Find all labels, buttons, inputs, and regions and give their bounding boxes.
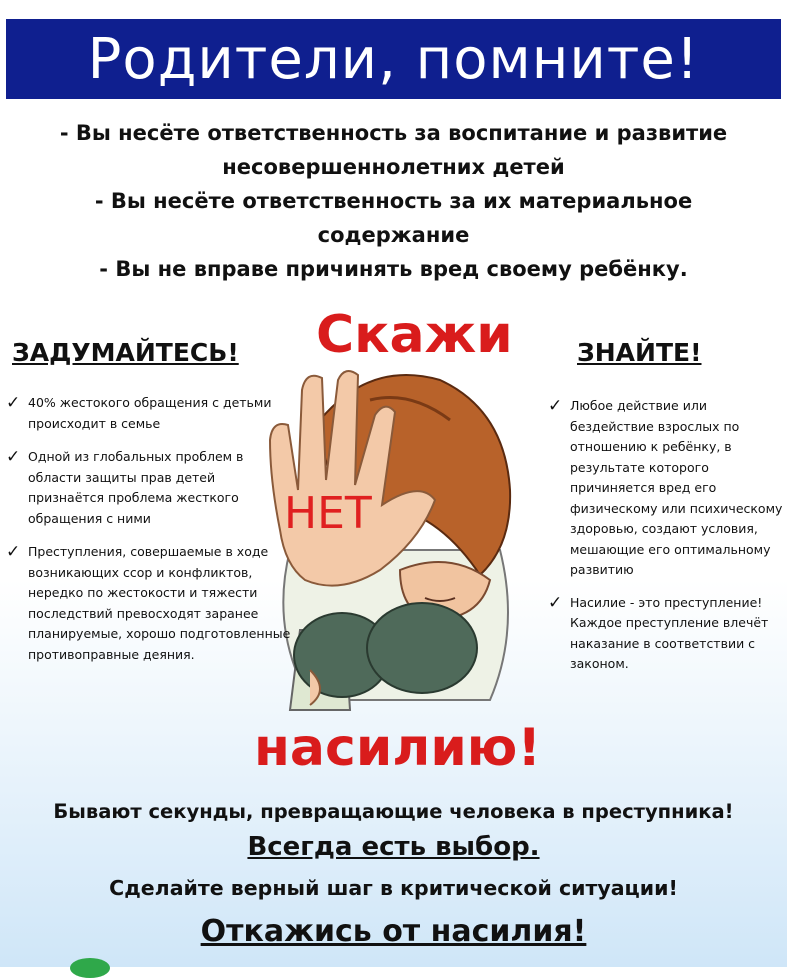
list-item-text: Насилие - это преступление! Каждое преступление влечёт наказание в соответствии с законом.: [570, 594, 769, 671]
list-item: [6, 393, 291, 434]
intro-line: - Вы несёте ответственность за воспитание и развитие: [59, 121, 728, 145]
list-item: [548, 593, 784, 675]
checkmark-icon: ✓: [6, 542, 21, 562]
bottom-line-2: Всегда есть выбор.: [247, 832, 540, 862]
intro-line: несовершеннолетних детей: [222, 155, 565, 179]
checkmark-icon: ✓: [548, 396, 563, 416]
checkmark-icon: ✓: [6, 393, 21, 413]
left-section-title: ЗАДУМАЙТЕСЬ!: [12, 338, 239, 367]
slogan-bottom: насилию!: [254, 718, 542, 778]
list-item-text: Любое действие или бездействие взрослых по отношению к ребёнку, в результате которого причиняется вред его физическому или психическому здоровью, создают условия, мешающие его оптимальному развитию: [570, 398, 783, 577]
page-title: Родители, помните!: [87, 26, 700, 92]
checkmark-icon: ✓: [548, 592, 563, 613]
left-list: [6, 393, 291, 678]
intro-line: содержание: [317, 223, 470, 247]
intro-line: - Вы несёте ответственность за их материальное: [94, 189, 693, 213]
bottom-line-1: Бывают секунды, превращающие человека в преступника!: [53, 800, 734, 823]
list-item-text: 40% жестокого обращения с детьми происходит в семье: [28, 395, 272, 431]
list-item-text: Преступления, совершаемые в ходе возникающих ссор и конфликтов, нередко по жестокости и тяжести последствий превосходят заранее планируемые, хорошо подготовленные противоправные деяния.: [28, 544, 291, 662]
slogan-middle: НЕТ: [284, 488, 372, 539]
right-list: [548, 396, 784, 687]
slogan-top: Скажи: [316, 305, 513, 365]
bottom-line-4: Откажись от насилия!: [200, 914, 587, 949]
intro-line: - Вы не вправе причинять вред своему ребёнку.: [99, 257, 688, 281]
decorative-green-shape: [70, 958, 110, 978]
bottom-line-3: Сделайте верный шаг в критической ситуации!: [109, 876, 678, 900]
right-section-title: ЗНАЙТЕ!: [577, 338, 702, 367]
checkmark-icon: ✓: [6, 447, 21, 467]
list-item-text: Одной из глобальных проблем в области защиты прав детей признаётся проблема жесткого обращения с ними: [28, 449, 244, 526]
intro-block: [0, 116, 787, 286]
list-item: [548, 396, 784, 581]
list-item: [6, 542, 291, 665]
list-item: [6, 447, 291, 529]
header-banner: [6, 19, 781, 99]
